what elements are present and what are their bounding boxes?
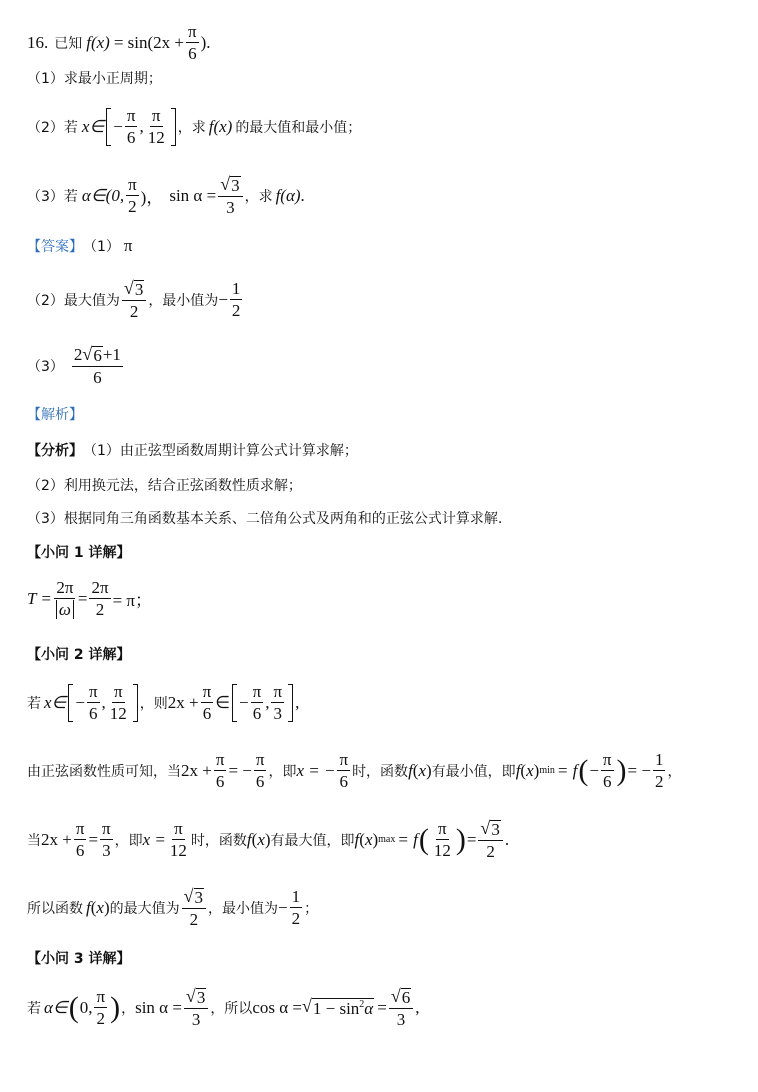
sub2-line4: 所以函数 f ( x ) 的最大值为 √ 3 2 ，最小值为 − $\frac{1}{2}$ ； (27, 886, 319, 929)
answer-3: （3） 2 √ 6 +1 6 (27, 344, 121, 387)
sub2-line3: 当 2x + $\frac{\pi}{6}$ = $\frac{\pi}{3}$ ，即 x = $\frac{\pi}{12}$ 时，函数 f ( x ) 有最大值，即 f ( x ) max = f ( $\frac{\pi}{12}$ ) = √ 3 2 . (27, 818, 510, 861)
sub1-tag: 【小问 1 详解】 (27, 545, 131, 561)
sub2-tag: 【小问 2 详解】 (27, 647, 131, 663)
sub1-formula: T = $\frac{2\pi}{\omega}$ = $\frac{2\pi}{2}$ = π； (27, 578, 152, 619)
sub2-line1: 若 x∈ − $\frac{\pi}{6}$ , $\frac{\pi}{12}$ ，则 2x + $\frac{\pi}{6}$ ∈ − $\frac{\pi}{6}$ , $\frac{\pi}{3}$ , (27, 682, 300, 723)
answer-tag: 【答案】 (27, 239, 83, 255)
function-name: f(x) (86, 32, 110, 52)
sub2-line2: 由正弦函数性质可知，当 2x + $\frac{\pi}{6}$ = − $\frac{\pi}{6}$ ，即 x = − $\frac{\pi}{6}$ 时，函数 f ( x ) 有最小值，即 f ( x ) min = f ( − $\frac{\pi}{6}$ ) = − $\frac{1}{2}$ ， (27, 750, 682, 791)
function-body: = sin(2x + (113, 32, 185, 52)
function-close: ). (200, 32, 211, 52)
analysis-3: （3）根据同角三角函数基本关系、二倍角公式及两角和的正弦公式计算求解. (27, 511, 503, 527)
part-2: （2） 若 x∈ − $\frac{\pi}{6}$ , $\frac{\pi}{12}$ ，求 f(x) 的最大值和最小值； (27, 106, 362, 147)
part-3: （3） 若 α∈(0, $\frac{\pi}{2}$ )， sin α = √ 3 3 ，求 f(α) . (27, 174, 305, 217)
pi-over-6: $\frac{\pi}{6}$ (188, 22, 197, 63)
analysis-1: 【分析】 （1）由正弦型函数周期计算公式计算求解； (27, 443, 358, 459)
answer-header: 【答案】 （1） π (27, 236, 133, 255)
part-1: （1） 求最小正周期； (27, 71, 162, 87)
sub3-line1: 若 α∈ ( 0, $\frac{\pi}{2}$ ) ， sin α = √ 3 3 ，所以 cos α = √ $1 - \sin^2\alpha$ = √ 6 3 , (27, 986, 420, 1029)
known-text: 已知 (54, 35, 83, 52)
answer-2: （2） 最大值为 √ 3 2 ，最小值为 − $\frac{1}{2}$ (27, 278, 241, 321)
analysis-2: （2）利用换元法，结合正弦函数性质求解； (27, 478, 302, 494)
question-stem (27, 22, 211, 63)
question-number: 16. (27, 32, 49, 52)
sub3-tag: 【小问 3 详解】 (27, 951, 131, 967)
analysis-tag: 【解析】 (27, 407, 83, 423)
